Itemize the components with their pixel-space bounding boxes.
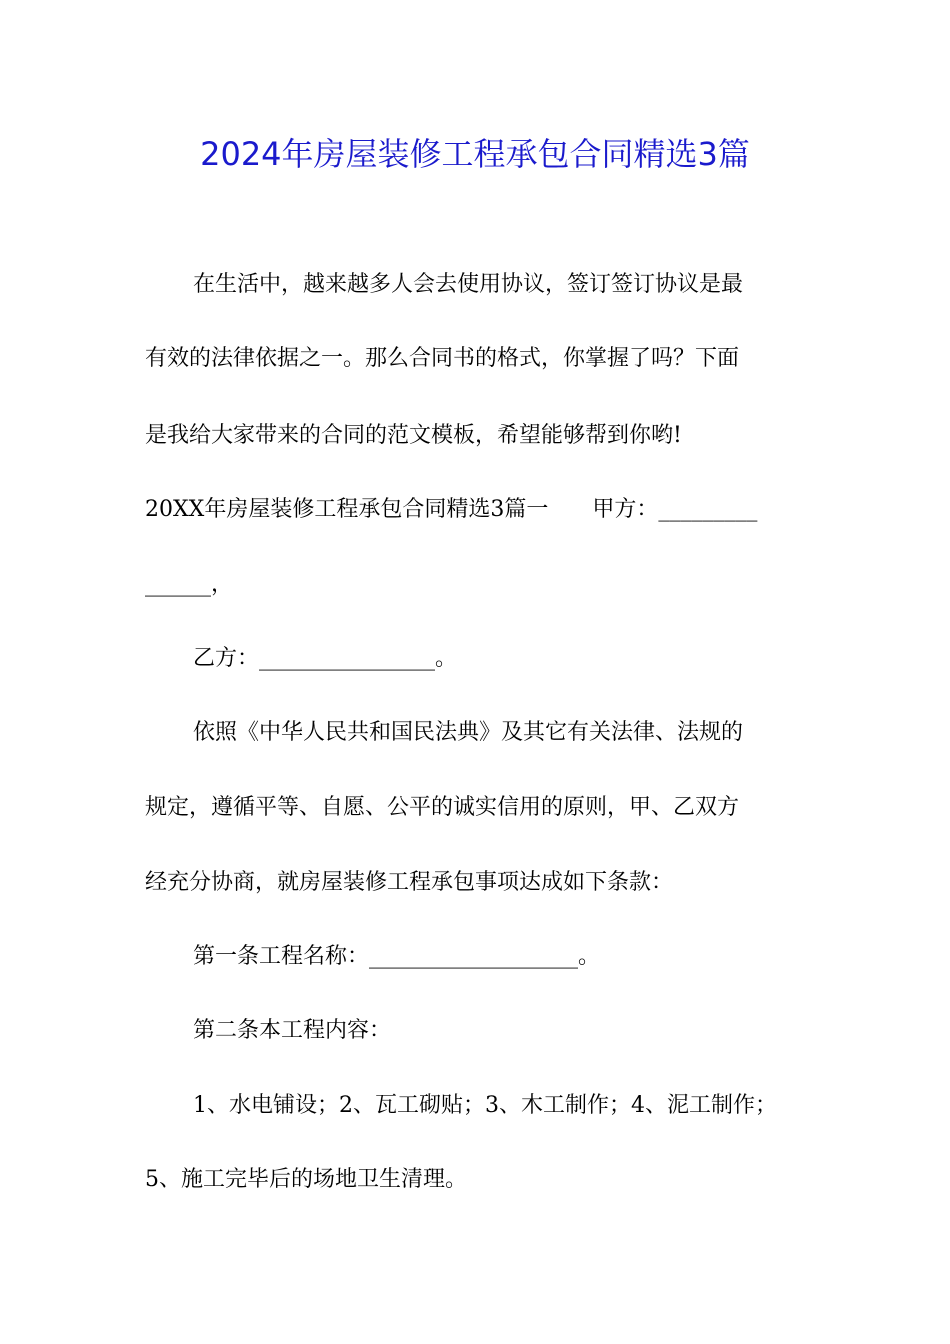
paragraph-line: 依照《中华人民共和国民法典》及其它有关法律、法规的	[193, 720, 744, 745]
paragraph-line: 1、水电铺设；2、瓦工砌贴；3、木工制作；4、泥工制作；	[193, 1093, 777, 1118]
document-title: 2024年房屋装修工程承包合同精选3篇	[200, 135, 750, 173]
paragraph-line: 经充分协商，就房屋装修工程承包事项达成如下条款：	[145, 870, 674, 895]
paragraph-line: 在生活中，越来越多人会去使用协议，签订签订协议是最	[193, 272, 744, 297]
clause-line: 第一条工程名称：___________________。	[193, 944, 601, 969]
clause-line: 第二条本工程内容：	[193, 1018, 392, 1043]
paragraph-line: 规定，遵循平等、自愿、公平的诚实信用的原则，甲、乙双方	[145, 795, 740, 820]
paragraph-line: ______，	[145, 572, 234, 597]
paragraph-line: 是我给大家带来的合同的范文模板，希望能够帮到你哟!	[145, 423, 682, 448]
paragraph-line: 有效的法律依据之一。那么合同书的格式，你掌握了吗？下面	[145, 346, 740, 371]
section-heading-line: 20XX年房屋装修工程承包合同精选3篇一 甲方：_________	[145, 497, 758, 522]
paragraph-line: 乙方：________________。	[193, 646, 458, 671]
paragraph-line: 5、施工完毕后的场地卫生清理。	[145, 1167, 467, 1192]
